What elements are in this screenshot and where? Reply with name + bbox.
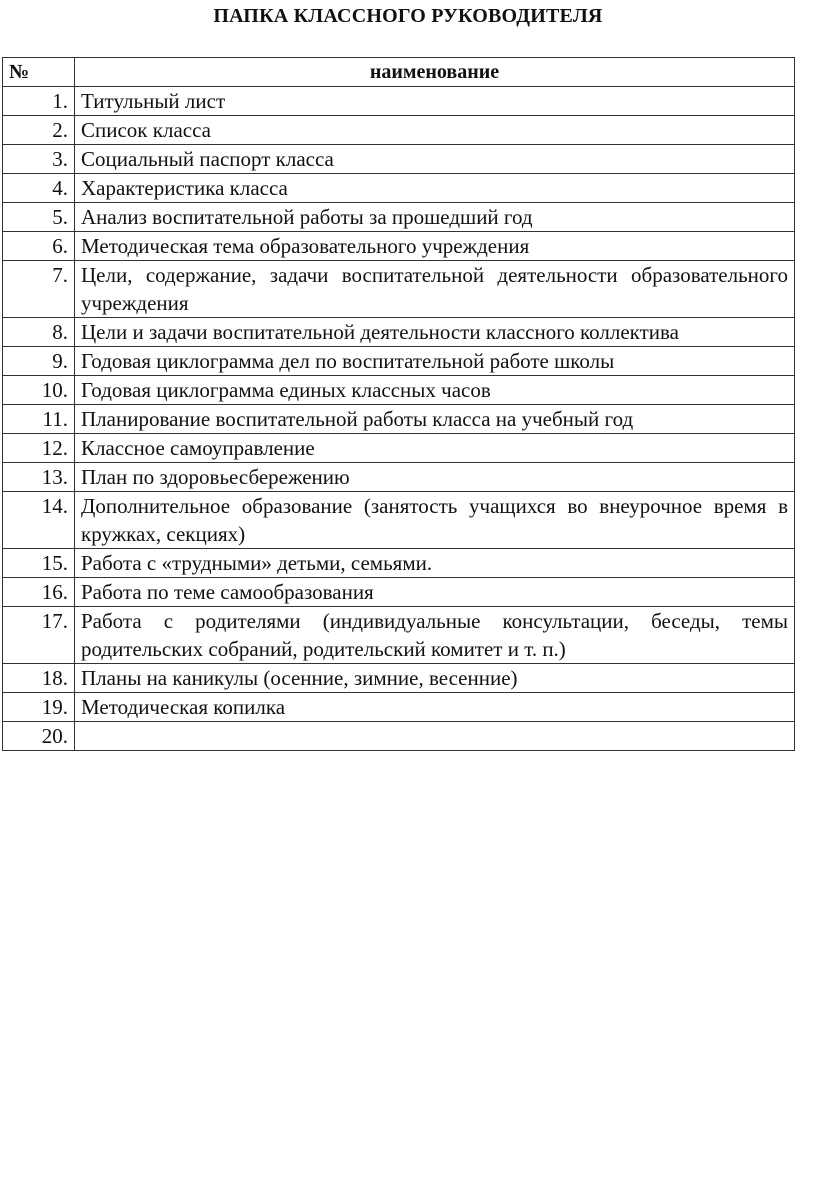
column-header-number: № bbox=[3, 58, 75, 87]
table-body bbox=[3, 87, 795, 751]
row-number: 3. bbox=[3, 145, 75, 174]
table-row bbox=[3, 607, 795, 664]
row-number: 6. bbox=[3, 232, 75, 261]
row-name: План по здоровьесбережению bbox=[75, 463, 795, 492]
contents-table bbox=[2, 57, 795, 751]
table-row bbox=[3, 261, 795, 318]
row-name bbox=[75, 722, 795, 751]
row-number: 1. bbox=[3, 87, 75, 116]
row-number: 14. bbox=[3, 492, 75, 549]
table-row bbox=[3, 693, 795, 722]
table-row bbox=[3, 405, 795, 434]
row-name: Список класса bbox=[75, 116, 795, 145]
row-name: Характеристика класса bbox=[75, 174, 795, 203]
row-name: Планирование воспитательной работы класса на учебный год bbox=[75, 405, 795, 434]
table-row bbox=[3, 492, 795, 549]
table-row bbox=[3, 318, 795, 347]
table-row bbox=[3, 87, 795, 116]
table-row bbox=[3, 664, 795, 693]
row-number: 18. bbox=[3, 664, 75, 693]
table-row bbox=[3, 203, 795, 232]
row-name: Цели и задачи воспитательной деятельности классного коллектива bbox=[75, 318, 795, 347]
row-name: Методическая копилка bbox=[75, 693, 795, 722]
row-name: Работа с «трудными» детьми, семьями. bbox=[75, 549, 795, 578]
row-name: Планы на каникулы (осенние, зимние, весенние) bbox=[75, 664, 795, 693]
table-row bbox=[3, 347, 795, 376]
row-number: 2. bbox=[3, 116, 75, 145]
page-title: ПАПКА КЛАССНОГО РУКОВОДИТЕЛЯ bbox=[213, 5, 603, 27]
table-row bbox=[3, 722, 795, 751]
row-number: 7. bbox=[3, 261, 75, 318]
row-name: Титульный лист bbox=[75, 87, 795, 116]
row-name: Работа с родителями (индивидуальные консультации, беседы, темы родительских собраний, родительский комитет и т. п.) bbox=[75, 607, 795, 664]
row-name: Цели, содержание, задачи воспитательной деятельности образовательного учреждения bbox=[75, 261, 795, 318]
row-number: 8. bbox=[3, 318, 75, 347]
row-number: 4. bbox=[3, 174, 75, 203]
table-header-row bbox=[3, 58, 795, 87]
table-row bbox=[3, 174, 795, 203]
row-name: Методическая тема образовательного учреждения bbox=[75, 232, 795, 261]
row-name: Годовая циклограмма единых классных часов bbox=[75, 376, 795, 405]
row-number: 15. bbox=[3, 549, 75, 578]
row-name: Анализ воспитательной работы за прошедший год bbox=[75, 203, 795, 232]
row-number: 19. bbox=[3, 693, 75, 722]
row-number: 12. bbox=[3, 434, 75, 463]
table-row bbox=[3, 116, 795, 145]
column-header-name: наименование bbox=[75, 58, 795, 87]
row-number: 11. bbox=[3, 405, 75, 434]
row-name: Годовая циклограмма дел по воспитательной работе школы bbox=[75, 347, 795, 376]
row-number: 13. bbox=[3, 463, 75, 492]
row-number: 5. bbox=[3, 203, 75, 232]
row-name: Работа по теме самообразования bbox=[75, 578, 795, 607]
table-row bbox=[3, 232, 795, 261]
row-number: 16. bbox=[3, 578, 75, 607]
row-name: Дополнительное образование (занятость учащихся во внеурочное время в кружках, секциях) bbox=[75, 492, 795, 549]
row-name: Социальный паспорт класса bbox=[75, 145, 795, 174]
row-number: 17. bbox=[3, 607, 75, 664]
table-row bbox=[3, 434, 795, 463]
row-number: 9. bbox=[3, 347, 75, 376]
table-row bbox=[3, 463, 795, 492]
table-row bbox=[3, 376, 795, 405]
row-number: 10. bbox=[3, 376, 75, 405]
table-row bbox=[3, 578, 795, 607]
table-row bbox=[3, 549, 795, 578]
row-name: Классное самоуправление bbox=[75, 434, 795, 463]
table-row bbox=[3, 145, 795, 174]
row-number: 20. bbox=[3, 722, 75, 751]
